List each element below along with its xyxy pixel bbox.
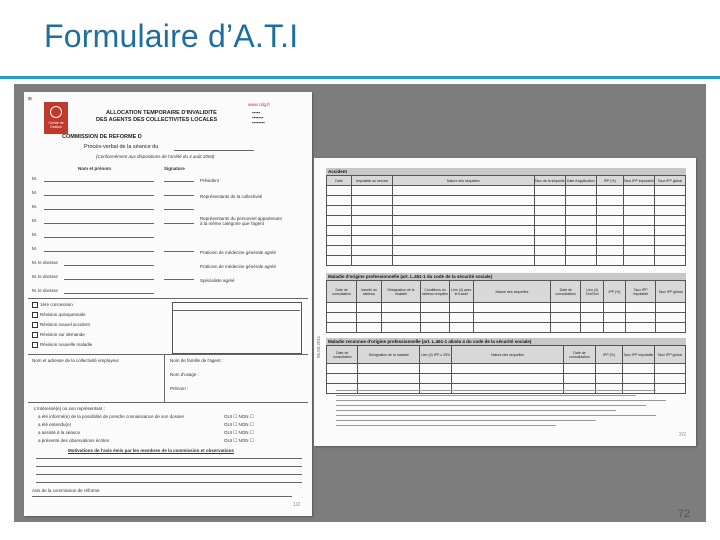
footnote-line bbox=[336, 425, 556, 426]
logo-text: Centre de Gestion bbox=[48, 121, 64, 129]
divider bbox=[28, 402, 308, 403]
agent-name-label: Nom de famille de l'agent : bbox=[170, 358, 224, 363]
page-number: 1/2 bbox=[293, 502, 300, 508]
table-header-cell: Date d'application bbox=[565, 176, 596, 186]
form-title-line-2: DES AGENTS DES COLLECTIVITES LOCALES bbox=[96, 117, 218, 123]
option-checkbox[interactable]: Révision sur demande bbox=[32, 332, 85, 338]
agent-usage-label: Nom d'usage : bbox=[170, 372, 199, 377]
agent-prenom-label: Prénom : bbox=[170, 386, 189, 391]
table-header-cell: Désignation de la maladie bbox=[381, 281, 421, 303]
table-header-cell: Nature des séquelles bbox=[473, 281, 550, 303]
motivations-line bbox=[36, 474, 302, 475]
footer-line bbox=[32, 496, 292, 497]
member-line bbox=[44, 223, 154, 224]
option-checkbox[interactable]: Révision nouvel accident bbox=[32, 322, 90, 328]
table-row bbox=[327, 364, 686, 374]
accident-table bbox=[326, 175, 686, 266]
table-header-cell: Taux IPP imputable bbox=[623, 346, 654, 364]
table-row bbox=[327, 196, 686, 206]
table-row bbox=[327, 226, 686, 236]
table-header-cell: Lien (4) avec le travail bbox=[449, 281, 473, 303]
table-header-cell: IPP (%) bbox=[603, 281, 625, 303]
member-row: M. le docteur bbox=[32, 260, 59, 265]
table-row bbox=[327, 236, 686, 246]
member-row: M. bbox=[32, 232, 37, 237]
member-line bbox=[44, 195, 154, 196]
member-line bbox=[44, 181, 154, 182]
footnote-line bbox=[336, 415, 656, 416]
footnote-line bbox=[336, 390, 656, 391]
signature-line bbox=[164, 251, 194, 252]
rep-item: a été entendu(e) bbox=[38, 422, 72, 427]
table-row bbox=[327, 246, 686, 256]
table-row bbox=[327, 303, 686, 313]
table-header-cell: Taux IPP imputable bbox=[626, 281, 656, 303]
oui-non-choice[interactable]: OUI ☐ NON ☐ bbox=[224, 430, 254, 435]
signature-line bbox=[164, 195, 194, 196]
member-line bbox=[64, 265, 154, 266]
header-address: ▪▪▪▪▪ ▪▪▪▪▪▪▪ ▪▪▪▪▪▪▪▪ bbox=[252, 110, 265, 125]
table-row bbox=[327, 313, 686, 323]
page-number: 2/2 bbox=[679, 432, 686, 438]
signature-line bbox=[164, 181, 194, 182]
maladie-reconnue-table bbox=[326, 345, 686, 394]
role-label: Représentants de la collectivité bbox=[200, 194, 263, 199]
representative-title: L'intéressé(e) ou son représentant : bbox=[34, 406, 105, 411]
role-label: Praticien de médecine générale agréé bbox=[200, 250, 277, 255]
cdg-logo bbox=[44, 102, 68, 134]
table-row bbox=[327, 186, 686, 196]
maladie-pro-table bbox=[326, 280, 686, 333]
role-label: Président bbox=[200, 178, 220, 183]
table-row bbox=[327, 206, 686, 216]
member-line bbox=[64, 279, 154, 280]
form-page-2 bbox=[314, 158, 696, 446]
rep-item: a assisté à la séance bbox=[38, 430, 81, 435]
oui-non-choice[interactable]: OUI ☐ NON ☐ bbox=[224, 414, 254, 419]
table-header-cell: Taux IPP global bbox=[654, 176, 685, 186]
member-row: M. bbox=[32, 176, 37, 181]
table-header-row bbox=[327, 281, 686, 303]
rep-item: a présenté des observations écrites bbox=[38, 438, 110, 443]
table-header-cell: Date de consolidation bbox=[551, 281, 581, 303]
member-row: M. bbox=[32, 246, 37, 251]
option-checkbox[interactable]: 1ère concession bbox=[32, 302, 73, 308]
ss-box-line bbox=[172, 310, 300, 311]
signature-line bbox=[164, 279, 194, 280]
table-header-cell: Date de consultation bbox=[327, 346, 358, 364]
table-header-cell: Conditions du tableau remplies bbox=[421, 281, 449, 303]
member-line bbox=[44, 209, 154, 210]
member-row: M. bbox=[32, 218, 37, 223]
form-image-area bbox=[14, 84, 706, 522]
table-header-cell: Lien (4) IPP ≥ 25% bbox=[420, 346, 451, 364]
table-header-cell: Imputable au service bbox=[352, 176, 393, 186]
table-header-cell: Date de consolidation bbox=[564, 346, 595, 364]
table-header-cell: Date bbox=[327, 176, 352, 186]
oui-non-choice[interactable]: OUI ☐ NON ☐ bbox=[224, 438, 254, 443]
title-underline bbox=[0, 76, 720, 79]
divider bbox=[28, 298, 308, 299]
motivations-line bbox=[36, 482, 302, 483]
logo-emblem-icon bbox=[50, 106, 62, 118]
motivations-line bbox=[36, 458, 302, 459]
table-row bbox=[327, 384, 686, 394]
table-header-row bbox=[327, 346, 686, 364]
member-row: M. bbox=[32, 204, 37, 209]
table-header-cell: Nature des séquelles bbox=[393, 176, 534, 186]
slide-title: Formulaire d’A.T.I bbox=[44, 18, 299, 54]
proces-verbal-label: Procès-verbal de la séance du bbox=[84, 144, 159, 150]
table-row bbox=[327, 323, 686, 333]
table-header-cell: IPP (%) bbox=[596, 176, 623, 186]
col-header-name: Nom et prénom bbox=[78, 166, 112, 171]
slide-number: 72 bbox=[677, 508, 690, 520]
table-header-cell: Taux de la séquelle bbox=[534, 176, 565, 186]
proces-verbal-line bbox=[174, 150, 254, 151]
col-header-signature: Signature bbox=[164, 166, 185, 171]
side-stamp: 05.03.2011 bbox=[316, 335, 321, 358]
signature-line bbox=[164, 223, 194, 224]
table-header-cell: Nature des séquelles bbox=[451, 346, 564, 364]
table-header-cell: Taux IPP global bbox=[654, 346, 685, 364]
table-header-cell: Lien (4) Oui/Non bbox=[581, 281, 603, 303]
rep-item: a été informé(e) de la possibilité de prendre connaissance de son dossier bbox=[38, 414, 185, 419]
table-header-cell: Inscrite au tableau bbox=[357, 281, 381, 303]
role-label: Spécialiste agréé bbox=[200, 278, 235, 283]
motivations-line bbox=[36, 466, 302, 467]
footnote-line bbox=[336, 405, 646, 406]
table-header-cell: Date de consultation bbox=[327, 281, 357, 303]
member-line bbox=[64, 293, 154, 294]
member-row: M. bbox=[32, 190, 37, 195]
role-label: Praticien de médecine générale agréé bbox=[200, 264, 277, 269]
form-page-1 bbox=[24, 92, 312, 516]
footnote-line bbox=[336, 400, 666, 401]
role-label: Représentants du personnel appartenant à la même catégorie que l'agent bbox=[200, 216, 282, 226]
footnote-line bbox=[336, 420, 596, 421]
header-website: www.cdg.fr bbox=[248, 102, 271, 107]
member-line bbox=[44, 251, 154, 252]
table-row bbox=[327, 256, 686, 266]
option-checkbox[interactable]: Révision nouvelle maladie bbox=[32, 342, 92, 348]
form-title-line-1: ALLOCATION TEMPORAIRE D'INVALIDITE bbox=[106, 110, 217, 116]
table-row bbox=[327, 374, 686, 384]
employer-divider bbox=[164, 354, 165, 402]
section-maladie-reconnue: Maladie reconnue d'origine professionnelle (art. L.461-1 alinéa 4 du code de la sécurité sociale) bbox=[326, 338, 686, 345]
motivations-title: Motivations de l'avis émis par les membres de la commission et observations bbox=[68, 448, 234, 453]
table-header-row bbox=[327, 176, 686, 186]
footnote-line bbox=[336, 395, 636, 396]
reference-text: (Conformément aux dispositions de l'arrêté du 4 août 2004) bbox=[96, 154, 215, 159]
member-row: M. le docteur bbox=[32, 288, 59, 293]
member-row: M. le docteur bbox=[32, 274, 59, 279]
move-handle-icon[interactable]: ⊞ bbox=[28, 96, 32, 101]
table-row bbox=[327, 216, 686, 226]
section-accident: Accident bbox=[326, 168, 686, 175]
table-header-cell: Taux IPP imputable bbox=[623, 176, 654, 186]
option-checkbox[interactable]: Révision quinquennale bbox=[32, 312, 86, 318]
section-maladie-pro: Maladie d'origine professionnelle (art. L.461-1 du code de la sécurité sociale) bbox=[326, 273, 686, 280]
table-header-cell: IPP (%) bbox=[595, 346, 622, 364]
employer-label: Nom et adresse de la collectivité employeur bbox=[32, 358, 120, 363]
signature-line bbox=[164, 209, 194, 210]
table-header-cell: Taux IPP global bbox=[656, 281, 686, 303]
member-line bbox=[44, 237, 154, 238]
commission-label: COMMISSION DE REFORME D bbox=[62, 134, 142, 140]
oui-non-choice[interactable]: OUI ☐ NON ☐ bbox=[224, 422, 254, 427]
divider bbox=[28, 354, 308, 355]
footer-text: Avis de la commission de réforme bbox=[32, 488, 100, 493]
footnote-line bbox=[336, 410, 616, 411]
table-header-cell: Désignation de la maladie bbox=[358, 346, 420, 364]
